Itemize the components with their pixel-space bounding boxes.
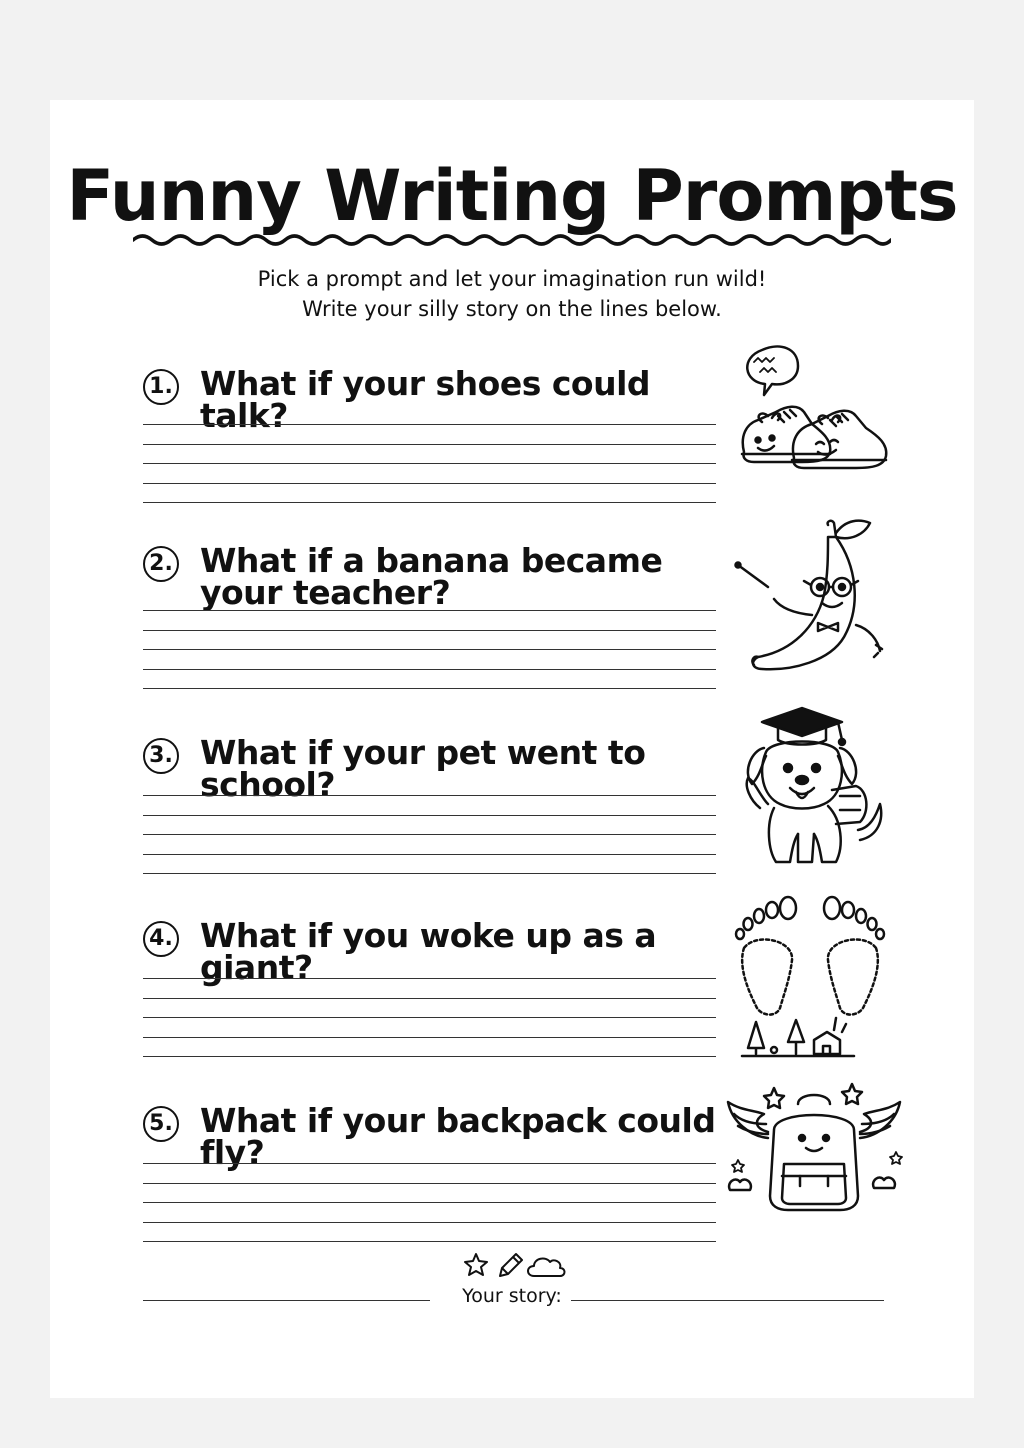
prompt-text: What if your backpack could fly? — [200, 1101, 716, 1172]
star-icon — [465, 1254, 487, 1275]
writing-lines[interactable] — [143, 610, 716, 708]
giant-footprints-icon — [726, 890, 896, 1062]
instructions-line-2: Write your silly story on the lines below. — [302, 297, 722, 321]
talking-shoes-icon — [732, 340, 892, 490]
prompt-number: 5. — [143, 1106, 179, 1142]
title-wavy-underline — [133, 232, 891, 248]
puppy-graduate-icon — [732, 700, 892, 875]
page-title: Funny Writing Prompts — [66, 155, 958, 237]
writing-lines[interactable] — [143, 978, 716, 1076]
writing-lines[interactable] — [143, 424, 716, 522]
writing-lines[interactable] — [143, 795, 716, 893]
winged-backpack-icon — [724, 1080, 904, 1215]
footer-icons — [462, 1250, 566, 1280]
instructions — [0, 264, 1024, 324]
banana-teacher-icon — [732, 515, 892, 675]
prompt-text: What if your pet went to school? — [200, 733, 646, 804]
cloud-icon — [528, 1259, 565, 1276]
prompt-number: 3. — [143, 738, 179, 774]
footer-line-right — [571, 1300, 884, 1301]
prompt-text: What if your shoes could talk? — [200, 364, 650, 435]
prompt-number: 1. — [143, 369, 179, 405]
prompt-number: 4. — [143, 921, 179, 957]
pencil-icon — [500, 1254, 522, 1276]
prompt-text: What if a banana became your teacher? — [200, 541, 663, 612]
instructions-line-1: Pick a prompt and let your imagination run wild! — [257, 267, 767, 291]
prompt-text: What if you woke up as a giant? — [200, 916, 657, 987]
your-story-label: Your story: — [462, 1285, 562, 1307]
writing-lines[interactable] — [143, 1163, 716, 1261]
prompt-number: 2. — [143, 546, 179, 582]
